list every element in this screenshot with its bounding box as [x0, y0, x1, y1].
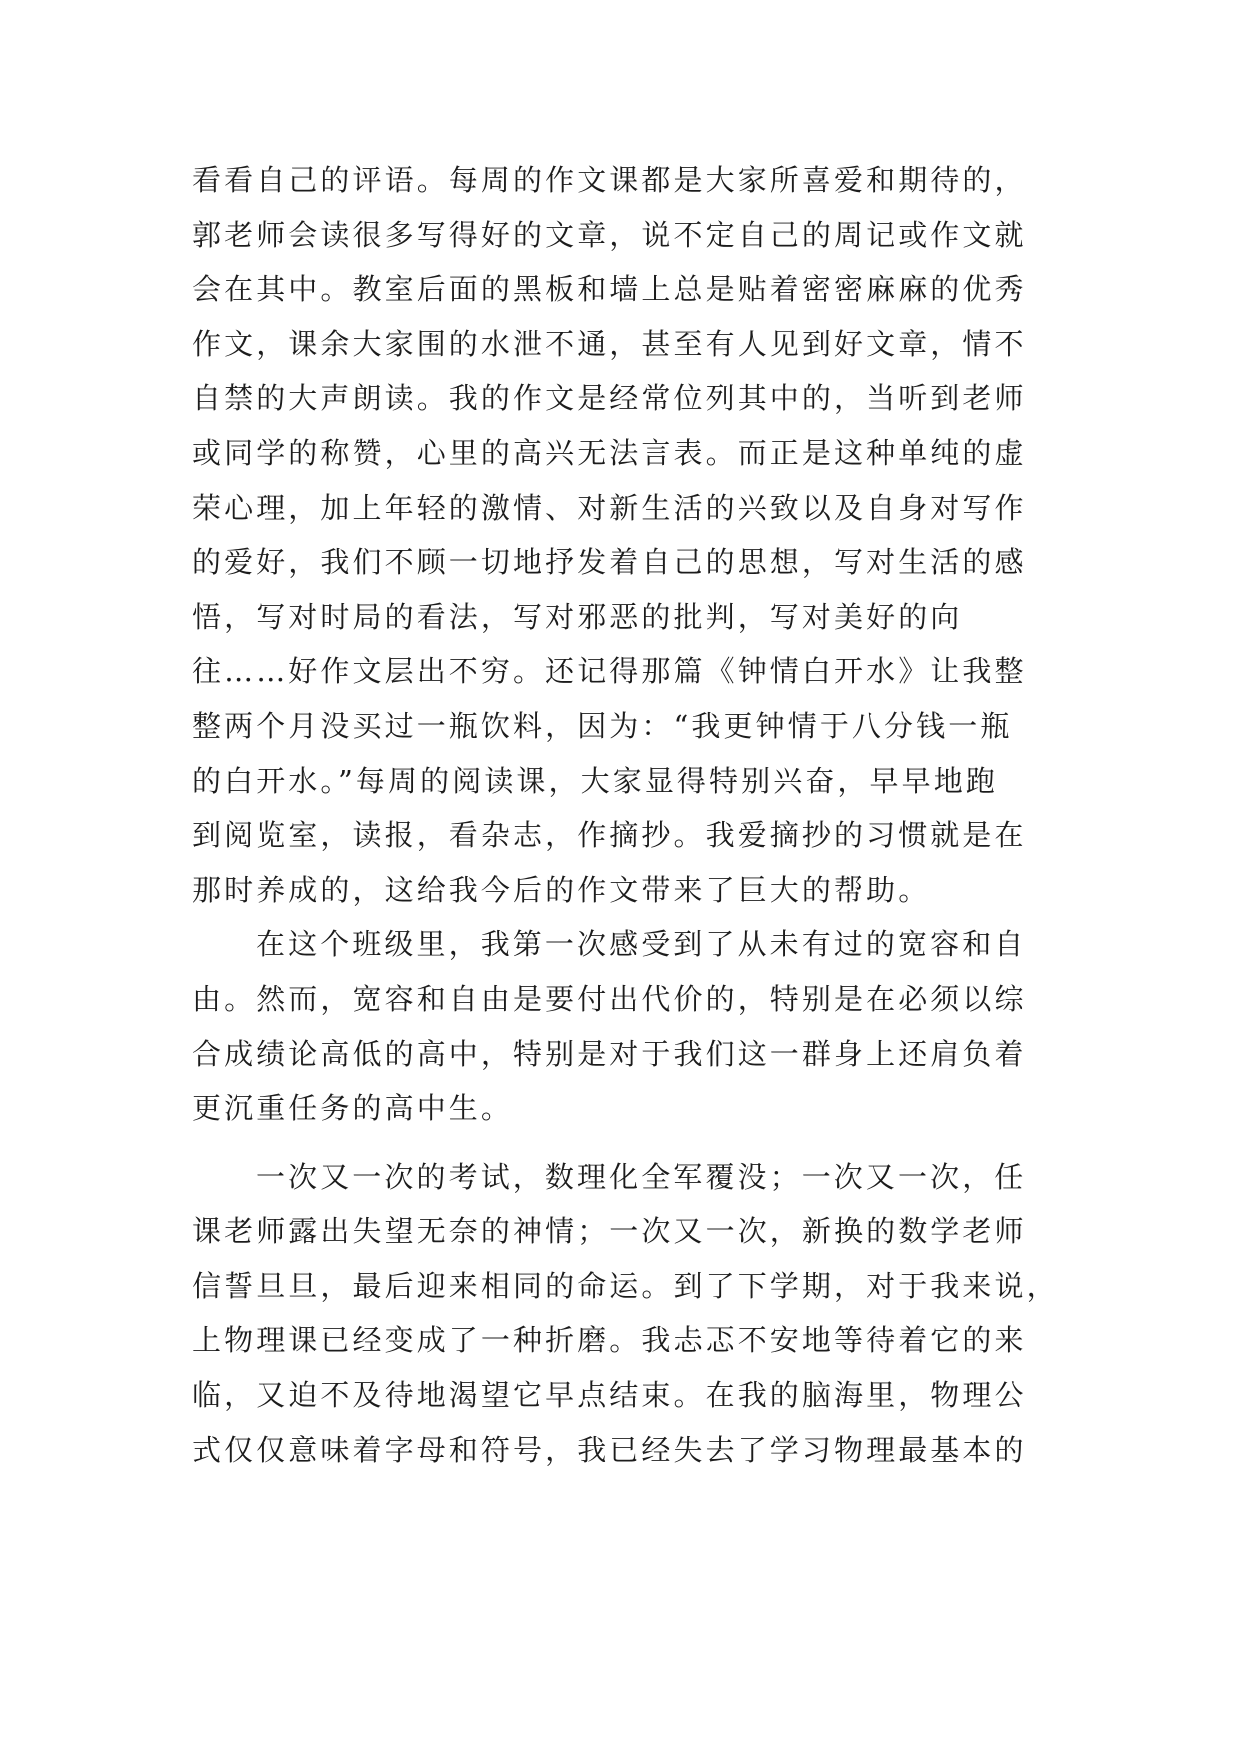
text-line: 自禁的大声朗读。我的作文是经常位列其中的，当听到老师	[192, 381, 1027, 416]
text-line: 那时养成的，这给我今后的作文带来了巨大的帮助。	[192, 872, 931, 907]
text-line: 更沉重任务的高中生。	[192, 1091, 514, 1126]
text-line: 课老师露出失望无奈的神情；一次又一次，新换的数学老师	[192, 1214, 1027, 1249]
text-line: 由。然而，宽容和自由是要付出代价的，特别是在必须以综	[192, 981, 1027, 1016]
text-line: 看看自己的评语。每周的作文课都是大家所喜爱和期待的，	[192, 163, 1027, 197]
text-line: 上物理课已经变成了一种折磨。我忐忑不安地等待着它的来	[192, 1323, 1027, 1358]
text-line: 到阅览室，读报，看杂志，作摘抄。我爱摘抄的习惯就是在	[192, 818, 1027, 853]
text-line: 信誓旦旦，最后迎来相同的命运。到了下学期，对于我来说，	[192, 1268, 1059, 1303]
text-line: 往……好作文层出不穷。还记得那篇《钟情白开水》让我整	[192, 654, 1027, 689]
text-line: 或同学的称赞，心里的高兴无法言表。而正是这种单纯的虚	[192, 435, 1027, 470]
text-line: 整两个月没买过一瓶饮料，因为：“我更钟情于八分钱一瓶	[192, 708, 1013, 743]
text-line: 的爱好，我们不顾一切地抒发着自己的思想，写对生活的感	[192, 545, 1027, 580]
paragraph-first-line: 在这个班级里，我第一次感受到了从未有过的宽容和自	[256, 927, 1027, 962]
text-line: 荣心理，加上年轻的激情、对新生活的兴致以及自身对写作	[192, 490, 1027, 525]
text-line: 临，又迫不及待地渴望它早点结束。在我的脑海里，物理公	[192, 1378, 1027, 1413]
text-line: 式仅仅意味着字母和符号，我已经失去了学习物理最基本的	[192, 1432, 1027, 1467]
text-line: 悟，写对时局的看法，写对邪恶的批判，写对美好的向	[192, 599, 963, 634]
body-text	[192, 153, 1076, 1477]
text-line: 郭老师会读很多写得好的文章，说不定自己的周记或作文就	[192, 217, 1027, 252]
text-line: 的白开水。”每周的阅读课，大家显得特别兴奋，早早地跑	[192, 763, 998, 798]
text-line: 合成绩论高低的高中，特别是对于我们这一群身上还肩负着	[192, 1036, 1027, 1071]
text-line: 会在其中。教室后面的黑板和墙上总是贴着密密麻麻的优秀	[192, 272, 1027, 307]
paragraph-first-line: 一次又一次的考试，数理化全军覆没；一次又一次，任	[256, 1159, 1027, 1194]
text-line: 作文，课余大家围的水泄不通，甚至有人见到好文章，情不	[192, 326, 1027, 361]
